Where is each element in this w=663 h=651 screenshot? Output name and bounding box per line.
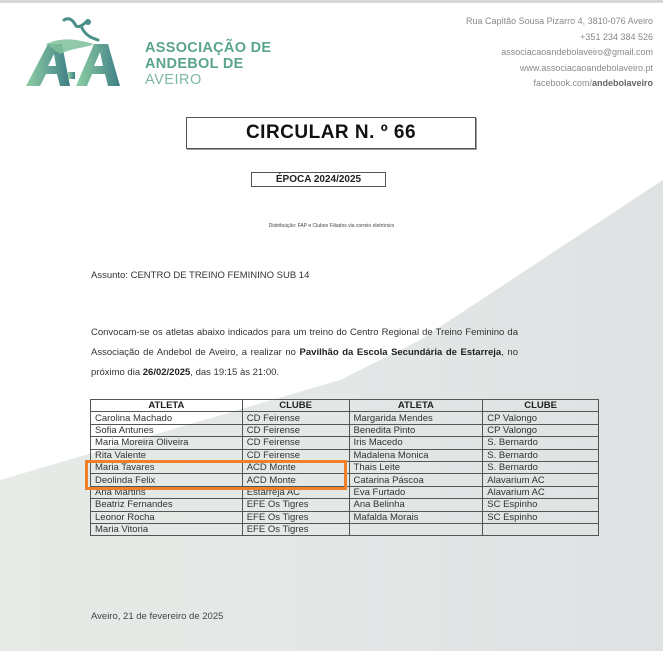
club-cell: SC Espinho <box>483 511 599 523</box>
club-cell: S. Bernardo <box>483 461 599 473</box>
body-paragraph <box>91 323 518 383</box>
body-part1: Convocam-se os atletas abaixo indicados para um treino do Centro Regional de Treino Feminino da Associação de Andebol de Aveiro, a realizar no <box>91 327 518 358</box>
athlete-cell <box>349 523 483 535</box>
training-date: 26/02/2025 <box>142 367 191 378</box>
club-cell: SC Espinho <box>483 499 599 511</box>
athlete-cell: Carolina Machado <box>91 412 243 424</box>
athlete-cell: Ana Martins <box>91 486 243 498</box>
place-and-date: Aveiro, 21 de fevereiro de 2025 <box>91 611 224 622</box>
club-cell: CD Feirense <box>242 412 349 424</box>
aaa-handball-logo-icon <box>24 14 134 88</box>
athlete-cell: Benedita Pinto <box>349 424 483 436</box>
table-row <box>91 424 599 436</box>
website-link[interactable]: www.associacaoandebolaveiro.pt <box>519 62 653 73</box>
header-athlete-1: ATLETA <box>91 400 243 412</box>
facebook-link[interactable] <box>466 76 653 92</box>
header-club-1: CLUBE <box>242 400 349 412</box>
club-cell: ACD Monte <box>242 461 349 473</box>
table-header-row <box>91 400 599 412</box>
email-link[interactable]: associacaoandebolaveiro@gmail.com <box>501 47 653 57</box>
athlete-cell: Beatriz Fernandes <box>91 499 243 511</box>
table-row <box>91 437 599 449</box>
club-cell: EFE Os Tigres <box>242 511 349 523</box>
athlete-cell: Madalena Monica <box>349 449 483 461</box>
venue: Pavilhão da Escola Secundária de Estarreja <box>299 347 502 358</box>
body-part2: , no próximo dia <box>91 347 518 378</box>
org-name-line1: ASSOCIAÇÃO DE <box>145 40 272 56</box>
table-row <box>91 412 599 424</box>
header-club-2: CLUBE <box>483 400 599 412</box>
club-cell: Estarreja AC <box>242 486 349 498</box>
club-cell: S. Bernardo <box>483 437 599 449</box>
club-cell: CP Valongo <box>483 424 599 436</box>
club-cell: S. Bernardo <box>483 449 599 461</box>
header-athlete-2: ATLETA <box>349 400 483 412</box>
top-border <box>0 0 663 3</box>
athlete-cell: Eva Furtado <box>349 486 483 498</box>
address: Rua Capitão Sousa Pizarro 4, 3810-076 Aveiro <box>466 16 653 26</box>
club-cell: CD Feirense <box>242 424 349 436</box>
athlete-cell: Catarina Páscoa <box>349 474 483 486</box>
table-row <box>91 523 599 535</box>
org-name-line3: AVEIRO <box>145 72 202 88</box>
athlete-cell: Iris Macedo <box>349 437 483 449</box>
athlete-cell: Rita Valente <box>91 449 243 461</box>
organization-name <box>145 40 271 88</box>
table-row <box>91 499 599 511</box>
athlete-cell: Leonor Rocha <box>91 511 243 523</box>
club-cell: CD Feirense <box>242 437 349 449</box>
athlete-cell: Maria Vitoria <box>91 523 243 535</box>
athlete-cell: Maria Moreira Oliveira <box>91 437 243 449</box>
athlete-cell: Sofia Antunes <box>91 424 243 436</box>
body-part3: , das 19:15 às 21:00. <box>190 367 280 378</box>
athlete-cell: Thais Leite <box>349 461 483 473</box>
contact-block <box>466 14 653 92</box>
club-cell: Alavarium AC <box>483 486 599 498</box>
athlete-cell: Maria Tavares <box>91 461 243 473</box>
club-cell: EFE Os Tigres <box>242 523 349 535</box>
athlete-cell: Margarida Mendes <box>349 412 483 424</box>
athlete-cell: Ana Belinha <box>349 499 483 511</box>
season-label: ÉPOCA 2024/2025 <box>251 172 386 187</box>
subject-line: Assunto: CENTRO DE TREINO FEMININO SUB 14 <box>91 270 310 281</box>
facebook-prefix: facebook.com/ <box>533 78 592 88</box>
highlight-box <box>85 460 347 490</box>
club-cell: CP Valongo <box>483 412 599 424</box>
club-cell: CD Feirense <box>242 449 349 461</box>
club-cell: Alavarium AC <box>483 474 599 486</box>
circular-title: CIRCULAR N. º 66 <box>186 117 476 149</box>
athlete-cell: Deolinda Felix <box>91 474 243 486</box>
club-cell: EFE Os Tigres <box>242 499 349 511</box>
phone: +351 234 384 526 <box>580 31 653 42</box>
table-row <box>91 511 599 523</box>
facebook-handle: andebolaveiro <box>591 78 653 88</box>
org-name-line2: ANDEBOL DE <box>145 56 244 72</box>
club-cell: ACD Monte <box>242 474 349 486</box>
distribution-note: Distribuição: FAP e Clubes Filiados via correio eletrónico <box>268 223 395 229</box>
athlete-cell: Mafalda Morais <box>349 511 483 523</box>
club-cell <box>483 523 599 535</box>
